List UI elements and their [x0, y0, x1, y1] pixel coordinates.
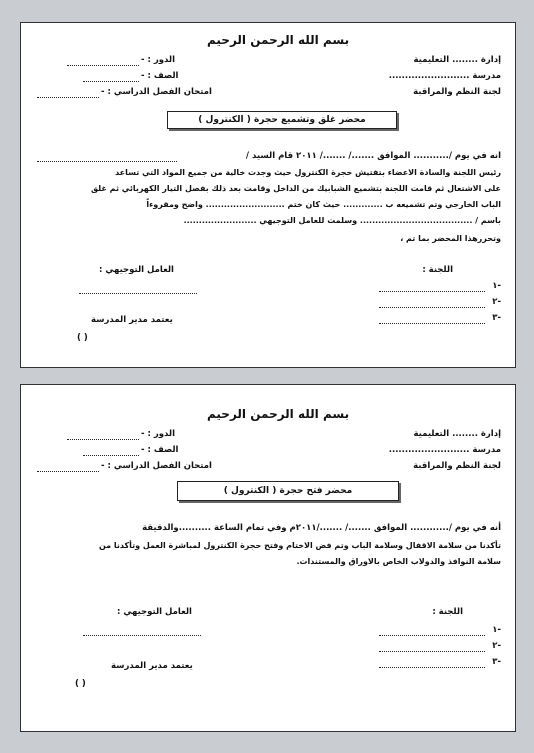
body-line-6: وتحررهذا المحضر بما تم ، [400, 234, 501, 243]
member-1-field[interactable] [379, 291, 485, 292]
report-title-box [167, 111, 397, 129]
worker-field[interactable] [83, 635, 201, 636]
principal-signature[interactable]: ( ) [75, 679, 86, 689]
admin-label: إدارة ........ التعليمية [413, 429, 501, 439]
body-line-2: تأكدنا من سلامة الاقفال وسلامة الباب وتم فض الاختام وفتح حجرة الكنترول لمباشرة العمل وتأكدنا من [98, 541, 501, 550]
basmala: بسم الله الرحمن الرحيم [207, 407, 350, 421]
report-title: محضر غلق وتشميع حجرة ( الكنترول ) [198, 115, 366, 125]
class-label: الصف : - [141, 71, 179, 81]
member-2-field[interactable] [379, 307, 485, 308]
member-2-field[interactable] [379, 651, 485, 652]
exam-field[interactable] [37, 97, 99, 98]
body-line-1: انه في يوم /........... الموافق ......./ ......./ ٢٠١١ قام السيد / [245, 151, 501, 161]
principal-label: يعتمد مدير المدرسة [111, 661, 193, 671]
member-1-label: ١- [492, 625, 501, 635]
school-label: مدرسة ......................... [388, 445, 501, 455]
exam-label: امتحان الفصل الدراسي : - [101, 87, 212, 97]
member-2-label: ٢- [492, 297, 501, 307]
report-title-box [177, 481, 399, 501]
school-label: مدرسة ......................... [388, 71, 501, 81]
class-field[interactable] [83, 455, 139, 456]
class-label: الصف : - [141, 445, 179, 455]
report-title: محضر فتح حجرة ( الكنترول ) [223, 486, 353, 496]
member-1-field[interactable] [379, 635, 485, 636]
member-3-label: ٣- [492, 657, 501, 667]
body-line-2: رئيس اللجنة والسادة الاعضاء بتفتيش حجرة الكنترول حيث وجدت خالية من جميع المواد التي تساعد [115, 168, 501, 177]
committee-title: لجنة النظم والمراقبة [413, 87, 501, 97]
opening-report-form [20, 384, 516, 732]
body-line-4: الباب الخارجي وتم تشميعه ب ............. حيث كان ختم .......................... واضح ومقروءاً [146, 200, 501, 209]
body-line-1: أنه في يوم /............ الموافق ......./ ......./٢٠١١م وفي تمام الساعة ..........والدقيقة [142, 523, 501, 533]
worker-label: العامل التوجيهي : [117, 607, 192, 617]
admin-label: إدارة ........ التعليمية [413, 55, 501, 65]
grade-field[interactable] [67, 65, 139, 66]
class-field[interactable] [83, 81, 139, 82]
exam-field[interactable] [37, 471, 99, 472]
grade-label: الدور : - [141, 429, 176, 439]
name-field[interactable] [37, 161, 177, 162]
member-3-field[interactable] [379, 667, 485, 668]
committee-label: اللجنة : [422, 265, 453, 275]
member-2-label: ٢- [492, 641, 501, 651]
principal-label: يعتمد مدير المدرسة [91, 315, 173, 325]
body-line-3: على الاشتعال ثم قامت اللجنة بتشميع الشبابيك من الداخل وقامت بعد ذلك بفصل التيار الكهربائي ثم غلق [90, 184, 501, 193]
body-line-5: باسم / ..................................... وسلمت للعامل التوجيهي ........................ [183, 216, 501, 225]
member-1-label: ١- [492, 281, 501, 291]
member-3-label: ٣- [492, 313, 501, 323]
grade-field[interactable] [67, 439, 139, 440]
closing-report-form [20, 22, 516, 368]
body-line-3: سلامة النوافذ والدولاب الخاص بالاوراق والمستندات. [296, 557, 501, 566]
worker-label: العامل التوجيهي : [99, 265, 174, 275]
exam-label: امتحان الفصل الدراسي : - [101, 461, 212, 471]
basmala: بسم الله الرحمن الرحيم [207, 33, 350, 47]
grade-label: الدور : - [141, 55, 176, 65]
principal-signature[interactable]: ( ) [77, 333, 88, 343]
committee-label: اللجنة : [432, 607, 463, 617]
committee-title: لجنة النظم والمراقبة [413, 461, 501, 471]
worker-field[interactable] [79, 293, 197, 294]
member-3-field[interactable] [379, 323, 485, 324]
